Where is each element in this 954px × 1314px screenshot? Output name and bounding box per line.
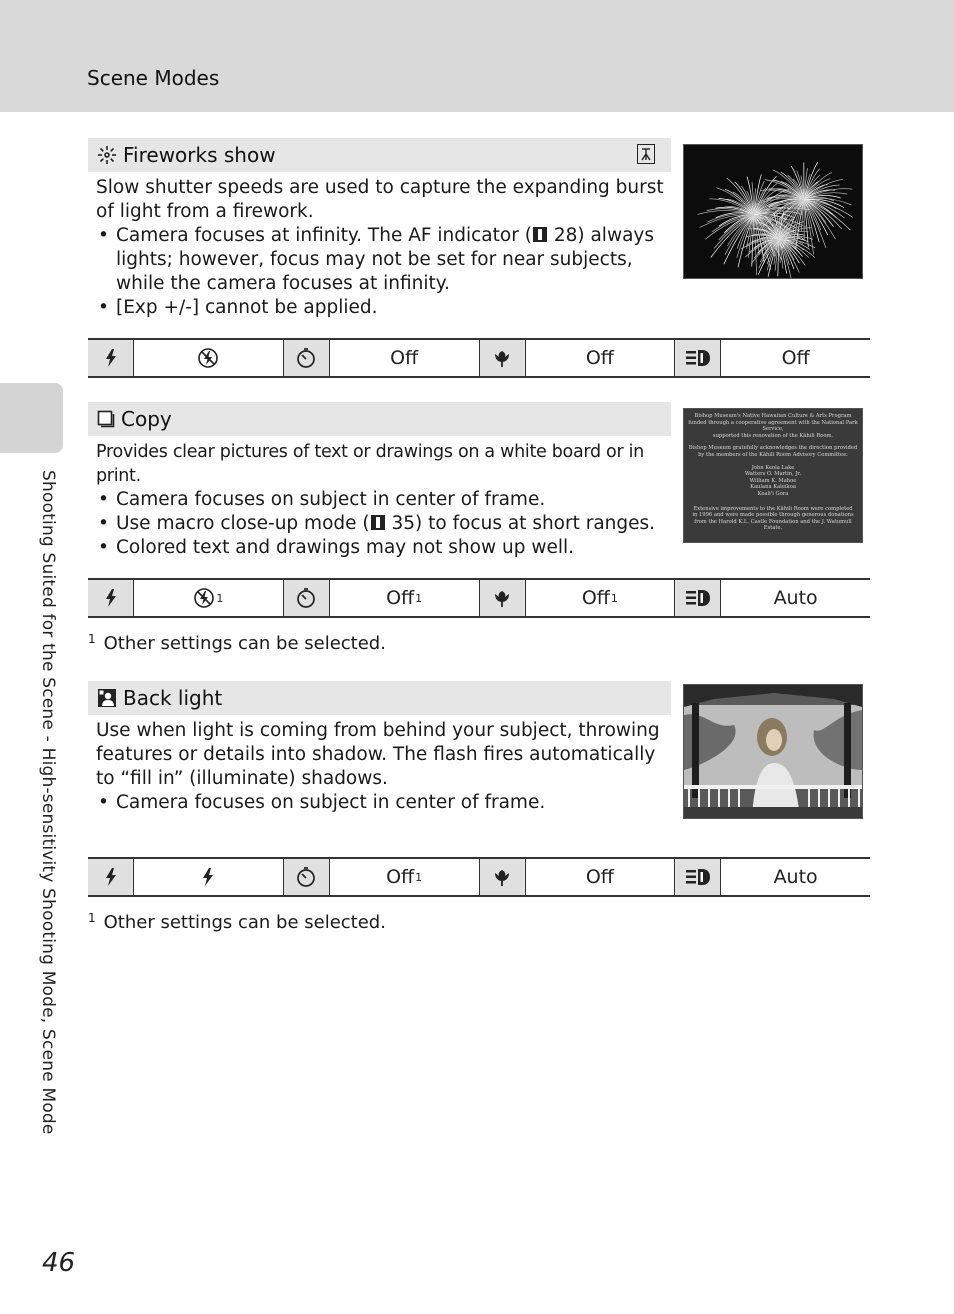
- self-timer-icon: [284, 859, 330, 895]
- copy-icon: [97, 410, 115, 428]
- macro-value: Off: [526, 859, 676, 895]
- macro-icon: [480, 340, 526, 376]
- footnote-marker: 1: [216, 591, 224, 605]
- settings-row: [88, 338, 870, 378]
- footnote-marker: 1: [610, 591, 618, 605]
- self-timer-icon: [284, 340, 330, 376]
- section-back-light: [88, 681, 870, 943]
- section-title: Back light: [123, 686, 223, 710]
- exposure-compensation-icon: [675, 859, 721, 895]
- footnote-marker: 1: [415, 591, 423, 605]
- list-item: [96, 296, 671, 320]
- macro-value: Off 1: [526, 580, 676, 616]
- bullet-text: ) always lights; however, focus may not be set for near subjects, while the camera focuses at infinity.: [116, 225, 655, 294]
- macro-icon: [480, 580, 526, 616]
- footnote: $^1$ Other settings can be selected.: [88, 911, 386, 933]
- section-title: Copy: [121, 407, 172, 431]
- page-reference-number: 28: [553, 225, 578, 246]
- flash-mode-icon: [88, 859, 134, 895]
- footnote: $^1$ Other settings can be selected.: [88, 632, 386, 654]
- section-fireworks: [88, 138, 870, 380]
- fireworks-photo: [683, 144, 863, 279]
- section-intro: Provides clear pictures of text or drawings on a white board or in print.: [96, 442, 644, 486]
- self-timer-value: Off 1: [330, 859, 480, 895]
- page-reference-number: 35: [391, 513, 416, 534]
- flash-mode-icon: [88, 580, 134, 616]
- photo-plaque-text: Bishop Museum's Native Hawaiian Culture & Arts Program funded through a cooperative agreement with the National Park Service, supported this renovation of the Kāhili Room. Bishop Museum gratefully acknowledges the direction provided by the members of the Kāhili Room Advisory Committee: John Keola Lake Watters O. Martin, Jr. William K. Mahoe Kaulana Kaleikoa Keali'i Gora Extensive improvements to the Kāhili Room were completed in 1996 and were made possible through generous donations from the Harold K.L. Castle Foundation and the J. Watumull Estate.: [688, 413, 858, 532]
- exposure-value: Off: [781, 347, 810, 369]
- bullet-text: Camera focuses on subject in center of frame.: [116, 489, 546, 510]
- back-light-icon: [97, 688, 117, 708]
- bullet-text: Camera focuses on subject in center of frame.: [116, 792, 546, 813]
- page-header-title: Scene Modes: [87, 66, 220, 90]
- section-heading: [88, 681, 671, 715]
- chapter-tab: [0, 383, 63, 453]
- flash-value: [134, 859, 284, 895]
- flash-on-icon: [202, 868, 214, 886]
- fireworks-icon: [97, 145, 117, 165]
- exposure-value: Auto: [773, 866, 818, 888]
- macro-icon: [480, 859, 526, 895]
- back-light-photo: [683, 684, 863, 819]
- header-band: [0, 0, 954, 112]
- flash-mode-icon: [88, 340, 134, 376]
- exposure-value: Auto: [773, 587, 818, 609]
- self-timer-value: Off: [330, 340, 480, 376]
- bullet-text: [Exp +/-] cannot be applied.: [116, 297, 378, 318]
- footnote-marker: 1: [415, 870, 423, 884]
- section-title: Fireworks show: [123, 143, 276, 167]
- section-heading: [88, 138, 671, 172]
- list-item: [96, 224, 671, 296]
- section-intro: Slow shutter speeds are used to capture the expanding burst of light from a firework.: [96, 177, 664, 222]
- chapter-side-label: Shooting Suited for the Scene - High-sensitivity Shooting Mode, Scene Mode: [38, 470, 58, 1135]
- copy-photo: [683, 408, 863, 543]
- page-number: 46: [42, 1248, 76, 1278]
- flash-off-icon: [197, 347, 219, 369]
- list-item: [96, 536, 671, 560]
- settings-row: [88, 578, 870, 618]
- section-intro: Use when light is coming from behind your subject, throwing features or details into shadow. The flash fires automatically to “fill in” (illuminate) shadows.: [96, 720, 660, 789]
- section-body: [96, 719, 671, 815]
- list-item: [96, 512, 671, 536]
- flash-value: [134, 340, 284, 376]
- exposure-compensation-icon: [675, 340, 721, 376]
- section-body: [96, 440, 671, 560]
- bullet-text: Camera focuses at infinity. The AF indicator (: [116, 225, 532, 246]
- section-copy: [88, 402, 870, 662]
- list-item: [96, 488, 671, 512]
- page-reference-icon: [533, 227, 547, 242]
- exposure-compensation-icon: [675, 580, 721, 616]
- section-heading: [88, 402, 671, 436]
- macro-value: Off: [526, 340, 676, 376]
- page-reference-icon: [371, 515, 385, 530]
- bullet-text: Colored text and drawings may not show up well.: [116, 537, 575, 558]
- flash-value: [134, 580, 284, 616]
- bullet-text: ) to focus at short ranges.: [415, 513, 656, 534]
- tripod-icon: [637, 144, 655, 164]
- settings-row: [88, 857, 870, 897]
- list-item: [96, 791, 671, 815]
- section-body: [96, 176, 671, 320]
- flash-off-icon: [193, 587, 215, 609]
- self-timer-value: Off 1: [330, 580, 480, 616]
- bullet-text: Use macro close-up mode (: [116, 513, 370, 534]
- self-timer-icon: [284, 580, 330, 616]
